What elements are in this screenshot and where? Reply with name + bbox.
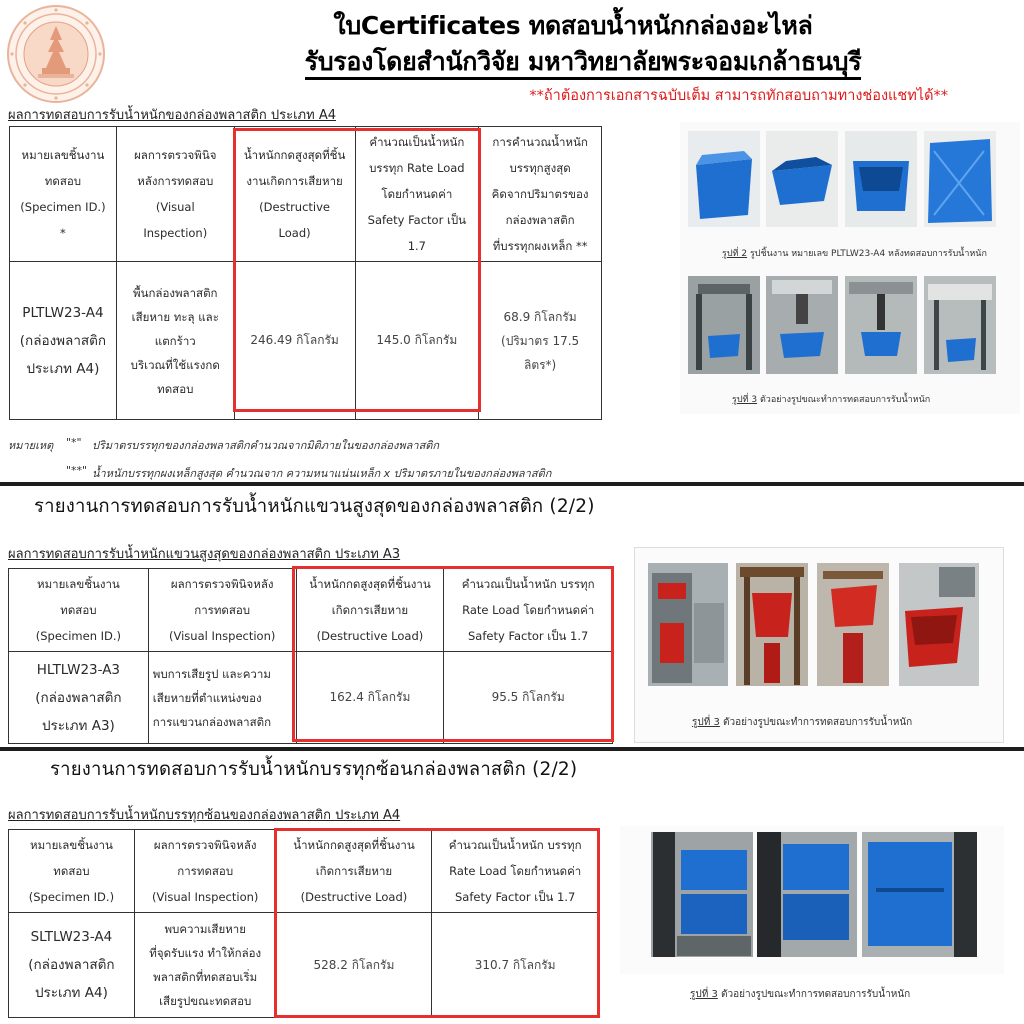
stacked-blue-boxes-photo — [757, 832, 857, 957]
s2-visual-result: พบการเสียรูป และความ เสียหายที่ตำแหน่งของ การแขวนกล่องพลาสติก — [148, 652, 296, 744]
s1-footnote2-mark: "**" — [66, 464, 88, 477]
caption-label: รูปที่ 2 — [722, 249, 748, 259]
s2-caption — [692, 715, 912, 730]
s1-destructive-load: 246.49 กิโลกรัม — [234, 262, 355, 420]
test-rig-photo — [845, 276, 917, 374]
s1-highlight-box — [233, 128, 481, 412]
section-divider — [0, 482, 1024, 486]
s1-caption-a — [722, 246, 987, 260]
test-rig-photo — [924, 276, 996, 374]
s1-footnote-label: หมายเหตุ — [8, 439, 54, 452]
section3-heading: ผลการทดสอบการรับน้ำหนักบรรทุกซ้อนของกล่องพลาสติก ประเภท A4 — [8, 808, 401, 823]
s2-col-specimen: หมายเลขชิ้นงาน ทดสอบ (Specimen ID.) — [9, 569, 149, 652]
s3-highlight-box — [274, 828, 600, 1018]
test-rig-photo — [766, 276, 838, 374]
s3-col-specimen: หมายเลขชิ้นงาน ทดสอบ (Specimen ID.) — [9, 830, 135, 913]
caption-text: ตัวอย่างรูปขณะทำการทดสอบการรับน้ำหนัก — [759, 395, 931, 405]
s2-col-rate: คำนวณเป็นน้ำหนัก บรรทุก Rate Load โดยกำหนดค่า Safety Factor เป็น 1.7 — [444, 569, 613, 652]
contact-note: **ถ้าต้องการเอกสารฉบับเต็ม สามารถทักสอบถามทางช่องแชทได้** — [529, 88, 948, 104]
red-box-test-photo — [899, 563, 979, 686]
s3-destructive-load: 528.2 กิโลกรัม — [276, 913, 432, 1018]
stacked-blue-boxes-photo — [651, 832, 753, 957]
s1-footnote2: น้ำหนักบรรทุกผงเหล็กสูงสุด คำนวณจาก ความหนาแน่นเหล็ก x ปริมาตรภายในของกล่องพลาสติก — [92, 467, 552, 480]
s2-highlight-box — [292, 566, 614, 742]
s1-col-specimen: หมายเลขชิ้นงาน ทดสอบ (Specimen ID.) * — [10, 127, 117, 262]
s1-col-volume: การคำนวณน้ำหนัก บรรทุกสูงสุด คิดจากปริมาตรของ กล่องพลาสติก ที่บรรทุกผงเหล็ก ** — [479, 127, 602, 262]
test-rig-photo — [688, 276, 760, 374]
s2-col-destructive: น้ำหนักกดสูงสุดที่ชิ้นงาน เกิดการเสียหาย (Destructive Load) — [296, 569, 444, 652]
caption-text: ตัวอย่างรูปขณะทำการทดสอบการรับน้ำหนัก — [723, 717, 913, 728]
s3-caption — [690, 987, 910, 1002]
blue-box-photo — [845, 131, 917, 227]
section3-report-title: รายงานการทดสอบการรับน้ำหนักบรรทุกซ้อนกล่องพลาสติก (2/2) — [50, 759, 578, 780]
red-box-test-photo — [736, 563, 808, 686]
s1-rate-load: 145.0 กิโลกรัม — [355, 262, 479, 420]
s3-visual-result: พบความเสียหาย ที่จุดรับแรง ทำให้กล่อง พลาสติกที่ทดสอบเริ่ม เสียรูปขณะทดสอบ — [134, 913, 276, 1018]
s3-col-visual: ผลการตรวจพินิจหลัง การทดสอบ (Visual Inspection) — [134, 830, 276, 913]
s1-col-rate: คำนวณเป็นน้ำหนัก บรรทุก Rate Load โดยกำหนดค่า Safety Factor เป็น 1.7 — [355, 127, 479, 262]
blue-box-photo — [924, 131, 996, 227]
s1-col-destructive: น้ำหนักกดสูงสุดที่ชิ้น งานเกิดการเสียหาย (Destructive Load) — [234, 127, 355, 262]
red-box-test-photo — [648, 563, 728, 686]
s1-col-visual: ผลการตรวจพินิจ หลังการทดสอบ (Visual Inspection) — [116, 127, 234, 262]
red-box-test-photo — [817, 563, 889, 686]
subtitle-text: รับรองโดยสำนักวิจัย มหาวิทยาลัยพระจอมเกล้าธนบุรี — [305, 47, 862, 80]
s1-visual-result: พื้นกล่องพลาสติก เสียหาย ทะลุ และ แตกร้าว บริเวณที่ใช้แรงกด ทดสอบ — [116, 262, 234, 420]
s1-volume-load: 68.9 กิโลกรัม (ปริมาตร 17.5 ลิตร*) — [479, 262, 602, 420]
section2-report-title: รายงานการทดสอบการรับน้ำหนักแขวนสูงสุดของกล่องพลาสติก (2/2) — [34, 496, 595, 517]
s1-caption-b — [732, 392, 930, 406]
caption-label: รูปที่ 3 — [732, 395, 758, 405]
s2-specimen-id: HLTLW23-A3 (กล่องพลาสติก ประเภท A3) — [9, 652, 149, 744]
section1-heading: ผลการทดสอบการรับน้ำหนักของกล่องพลาสติก ประเภท A4 — [8, 108, 336, 123]
section2-heading: ผลการทดสอบการรับน้ำหนักแขวนสูงสุดของกล่องพลาสติก ประเภท A3 — [8, 547, 401, 562]
s2-destructive-load: 162.4 กิโลกรัม — [296, 652, 444, 744]
page-subtitle — [150, 42, 1016, 82]
s3-col-rate: คำนวณเป็นน้ำหนัก บรรทุก Rate Load โดยกำหนดค่า Safety Factor เป็น 1.7 — [432, 830, 599, 913]
s3-col-destructive: น้ำหนักกดสูงสุดที่ชิ้นงาน เกิดการเสียหาย (Destructive Load) — [276, 830, 432, 913]
s1-footnote1-mark: "*" — [66, 436, 82, 449]
section-divider — [0, 747, 1024, 751]
caption-text: ตัวอย่างรูปขณะทำการทดสอบการรับน้ำหนัก — [721, 989, 911, 1000]
university-seal-logo — [6, 4, 106, 104]
s2-rate-load: 95.5 กิโลกรัม — [444, 652, 613, 744]
s1-specimen-id: PLTLW23-A4 (กล่องพลาสติก ประเภท A4) — [10, 262, 117, 420]
stacked-blue-boxes-photo — [862, 832, 977, 957]
s2-col-visual: ผลการตรวจพินิจหลัง การทดสอบ (Visual Inspection) — [148, 569, 296, 652]
caption-label: รูปที่ 3 — [690, 989, 718, 1000]
blue-box-photo — [688, 131, 760, 227]
s1-footnote1: ปริมาตรบรรทุกของกล่องพลาสติกคำนวณจากมิติภายในของกล่องพลาสติก — [92, 439, 440, 452]
caption-label: รูปที่ 3 — [692, 717, 720, 728]
blue-box-photo — [766, 131, 838, 227]
caption-text: รูปชิ้นงาน หมายเลข PLTLW23-A4 หลังทดสอบการรับน้ำหนัก — [749, 249, 987, 259]
page-title: ใบCertificates ทดสอบน้ำหนักกล่องอะไหล่ — [333, 11, 813, 40]
s3-rate-load: 310.7 กิโลกรัม — [432, 913, 599, 1018]
s3-specimen-id: SLTLW23-A4 (กล่องพลาสติก ประเภท A4) — [9, 913, 135, 1018]
